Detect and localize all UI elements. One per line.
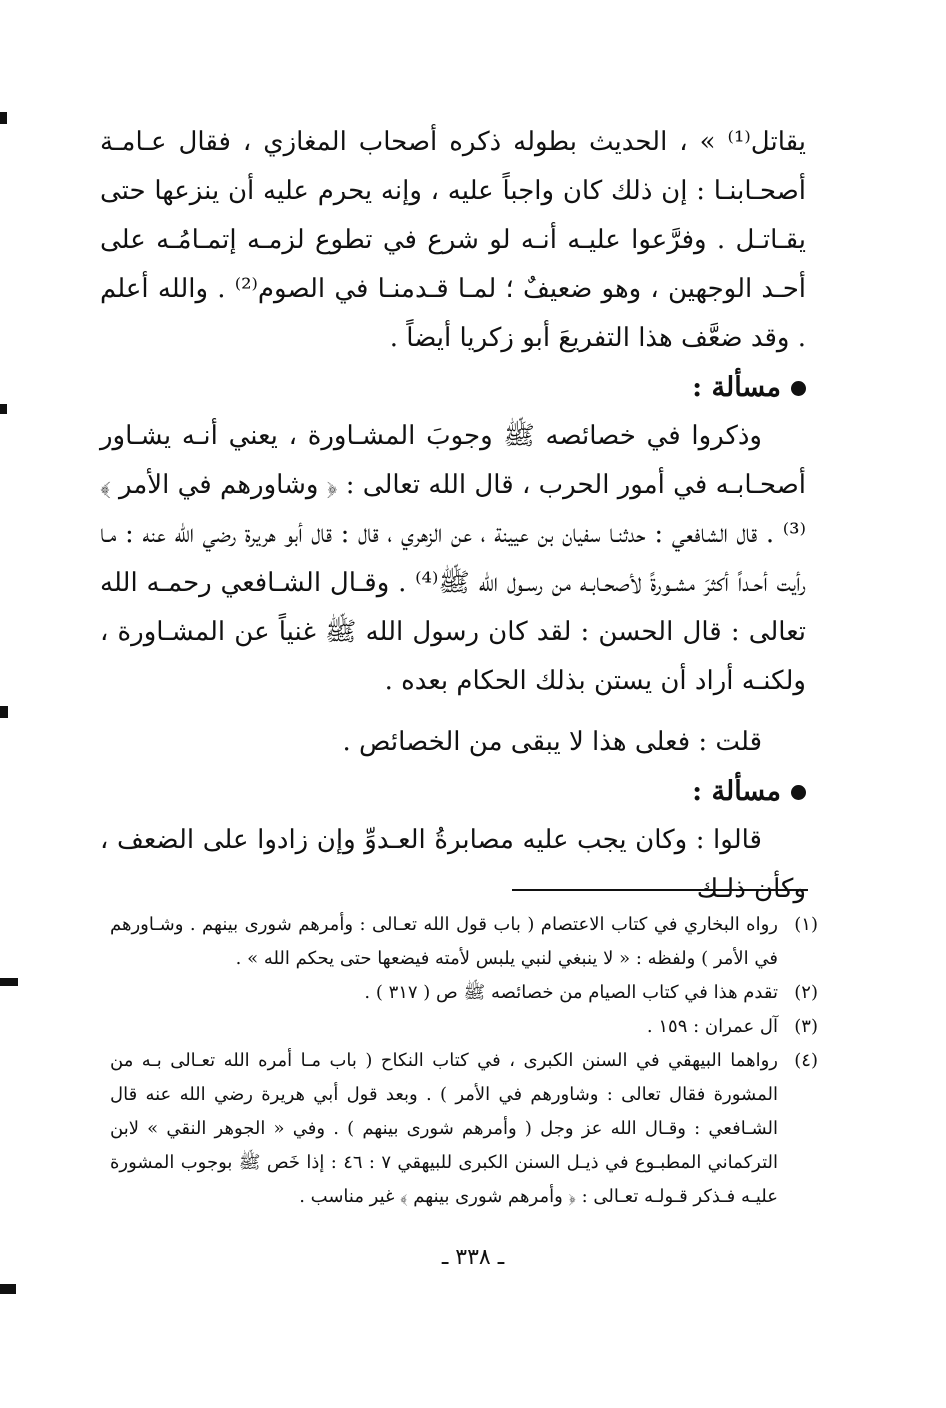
footnote: [110, 908, 818, 976]
footnote: [110, 1044, 818, 1214]
scan-edge-mark: [0, 1284, 16, 1294]
footnote-text: آل عمران : ١٥٩ .: [646, 1016, 778, 1037]
footnotes: [110, 908, 818, 1214]
page-number: ـ ٣٣٨ ـ: [441, 1245, 505, 1270]
section-heading: [100, 767, 806, 816]
footnote-text: رواهما البيهقي في السنن الكبرى ، في كتاب النكاح ( باب مـا أمره الله تعـالى بـه من المشورة فقال تعالى : وشاورهم في الأمر ) . وبعد قول أبي هريرة رضي الله عنه قال الشـافعي : وقـال الله عز وجل ( وأمرهم شورى بينهم ) . وفي « الجوهر النقي » لابن التركماني المطبـوع في ذيـل السنن الكبرى للبيهقي ٧ : ٤٦ : إذا خَص ﷺ بوجوب المشورة عليـه فـذكر قـولـه تعـالى : ﴿ وأمرهم شورى بينهم ﴾ غير مناسب .: [110, 1050, 778, 1207]
footnote: [110, 1010, 818, 1044]
scan-edge-mark: [0, 112, 7, 124]
section-heading: [100, 363, 806, 412]
scan-edge-mark: [0, 404, 7, 414]
main-text-body: [100, 118, 806, 914]
footnote: [110, 976, 818, 1010]
footnote-number: (١): [794, 914, 818, 935]
scan-edge-mark: [0, 706, 8, 718]
bullet-icon: [791, 381, 806, 396]
paragraph-4: قالوا : وكان يجب عليه مصابرةُ العـدوِّ وإن زادوا على الضعف ، وكأن ذلـك: [100, 825, 806, 904]
footnote-number: (٤): [794, 1050, 818, 1071]
footnote-number: (٢): [794, 982, 818, 1003]
scan-edge-mark: [0, 978, 18, 986]
section-heading-label: مسألة :: [692, 372, 781, 403]
paragraph-2: وذكروا في خصائصه ﷺ وجوبَ المشـاورة ، يعني أنـه يشـاور أصحـابـه في أمور الحرب ، قال الله تعالى : ﴿ وشاورهم في الأمر ﴾⁽³⁾ . قال الشافعي : حدثنـا سفيان بن عيينة ، عن الزهري ، قال : قال أبو هريرة رضي الله عنه : مـا رأيت أحـداً أكثرَ مشـورةً لأصحـابـه من رسـول الله ﷺ⁽⁴⁾ . وقـال الشـافعي رحمـه الله تعالى : قال الحسن : لقد كان رسول الله ﷺ غنياً عن المشـاورة ، ولكنـه أراد أن يستن بذلك الحكام بعده .: [100, 421, 806, 696]
footnote-text: تقدم هذا في كتاب الصيام من خصائصه ﷺ ص ( ٣١٧ ) .: [364, 982, 778, 1003]
footnote-text: رواه البخاري في كتاب الاعتصام ( باب قول الله تعـالى : وأمرهم شورى بينهم . وشـاورهم في الأمر ) ولفظه : « لا ينبغي لنبي يلبس لأمته فيضعها حتى يحكم الله » .: [110, 914, 778, 969]
footnote-separator: [512, 889, 808, 891]
footnote-number: (٣): [794, 1016, 818, 1037]
paragraph-3: قلت : فعلى هذا لا يبقى من الخصائص .: [342, 727, 762, 757]
section-heading-label: مسألة :: [692, 776, 781, 807]
paragraph-1: يقاتل⁽¹⁾ » ، الحديث بطوله ذكره أصحاب المغازي ، فقال عـامـة أصحـابنـا : إن ذلك كان واجباً عليه ، وإنه يحرم عليه أن ينزعها حتى يقـاتـل . وفرَّعوا عليـه أنـه لو شرع في تطوع لزمـه إتمـامُـه على أحـد الوجهين ، وهو ضعيفٌ ؛ لمـا قـدمنـا في الصوم⁽²⁾ . والله أعلم . وقد ضعَّف هذا التفريعَ أبو زكريا أيضاً .: [100, 127, 806, 353]
bullet-icon: [791, 785, 806, 800]
